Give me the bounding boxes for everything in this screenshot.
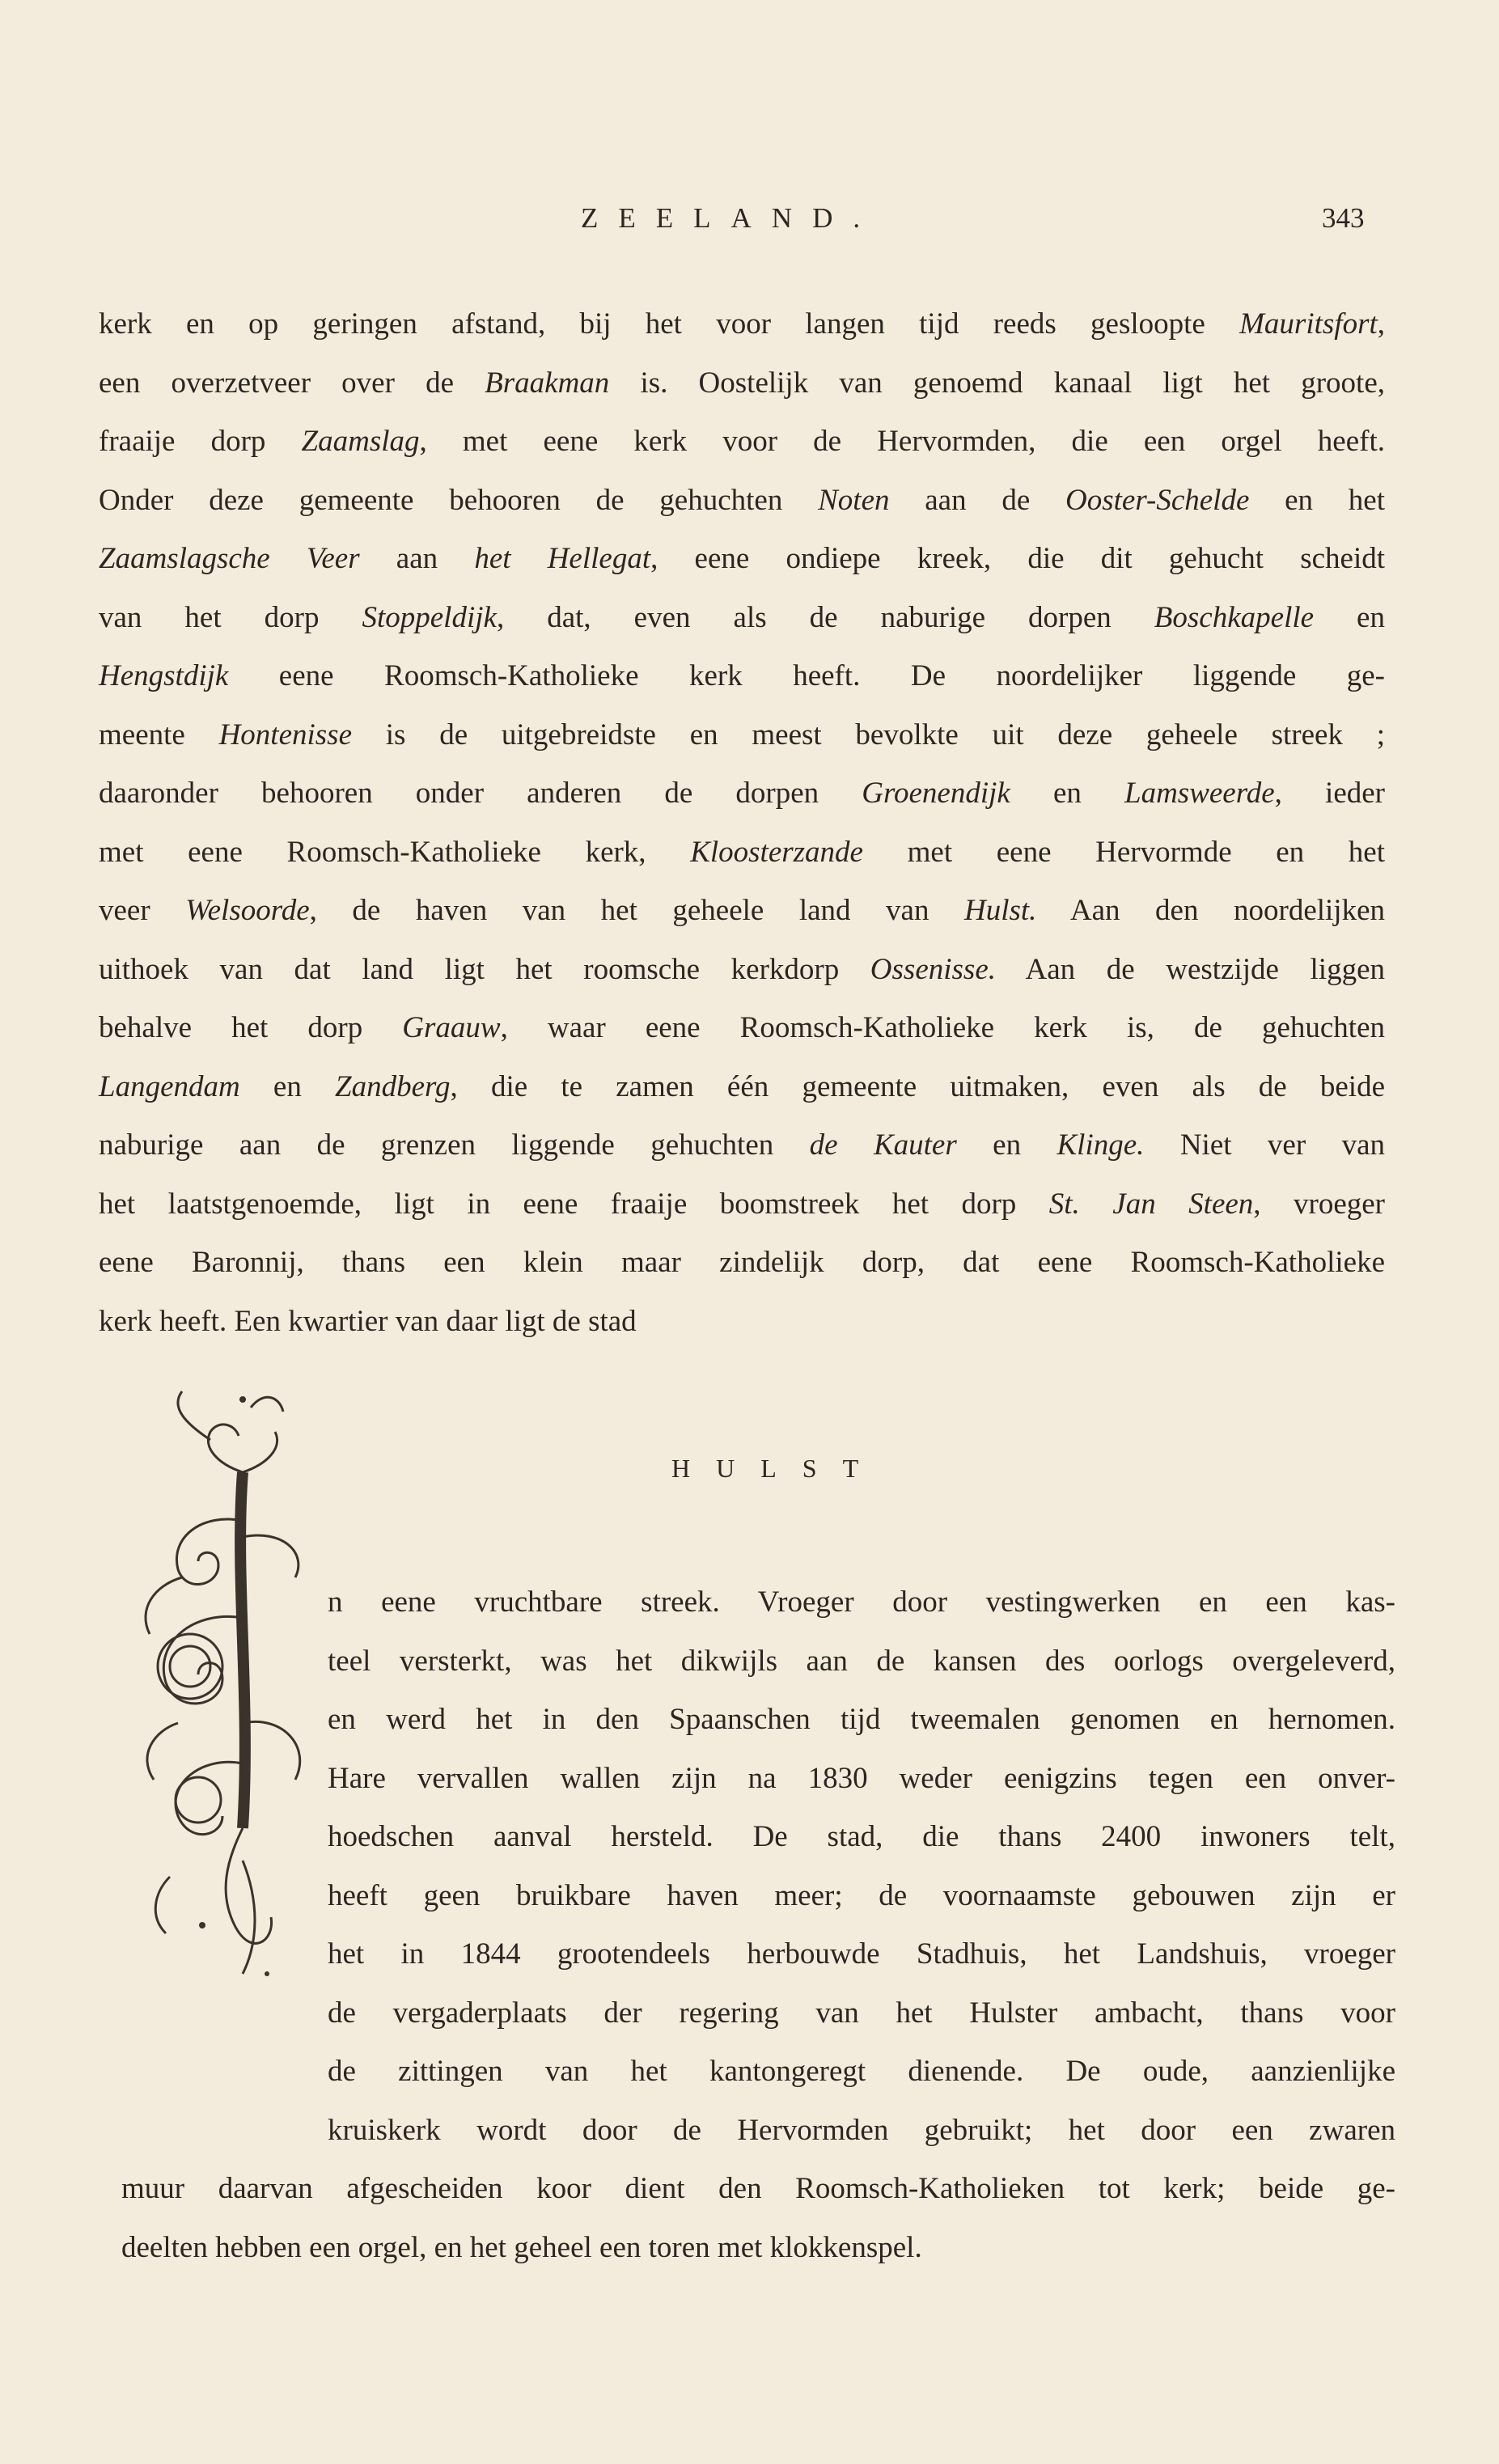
- place-name: Ossenisse.: [870, 952, 996, 986]
- text-line: deelten hebben een orgel, en het geheel een toren met klokkenspel.: [121, 2230, 922, 2264]
- text-line: kruiskerk wordt door de Hervormden gebruikt; het door een zwaren: [328, 2113, 1395, 2147]
- place-name: Mauritsfort: [1239, 307, 1378, 341]
- text-line: en werd het in den Spaanschen tijd tweemalen genomen en hernomen.: [328, 1703, 1395, 1736]
- text-line: behalve het dorp Graauw, waar eene Roomsch-Katholieke kerk is, de gehuchten: [99, 1011, 1385, 1044]
- text-line: eene Baronnij, thans een klein maar zindelijk dorp, dat eene Roomsch-Katholieke: [99, 1246, 1385, 1279]
- place-name: Graauw: [402, 1011, 501, 1044]
- text-line: de zittingen van het kantongeregt dienende. De oude, aanzienlijke: [328, 2055, 1395, 2088]
- decorated-initial: [121, 1375, 320, 2103]
- place-name: Boschkapelle: [1154, 600, 1315, 634]
- section-heading: HULST: [671, 1454, 885, 1483]
- running-title: ZEELAND.: [581, 202, 881, 234]
- text-line: naburige aan de grenzen liggende gehuchten de Kauter en Klinge. Niet ver van: [99, 1128, 1385, 1162]
- text-line: fraaije dorp Zaamslag, met eene kerk voor de Hervormden, die een orgel heeft.: [99, 425, 1385, 458]
- place-name: Ooster-Schelde: [1065, 483, 1250, 517]
- text-line: van het dorp Stoppeldijk, dat, even als de naburige dorpen Boschkapelle en: [99, 600, 1385, 634]
- paragraph-2-full: [121, 2160, 1395, 2277]
- place-name: Braakman: [485, 366, 610, 400]
- text-line: de vergaderplaats der regering van het Hulster ambacht, thans voor: [328, 1996, 1395, 2030]
- text-line: het in 1844 grootendeels herbouwde Stadhuis, het Landshuis, vroeger: [328, 1937, 1395, 1971]
- text-line: Langendam en Zandberg, die te zamen één gemeente uitmaken, even als de beide: [99, 1069, 1385, 1103]
- text-line: het laatstgenoemde, ligt in eene fraaije boomstreek het dorp St. Jan Steen, vroeger: [99, 1187, 1385, 1221]
- place-name: Klinge.: [1056, 1128, 1145, 1162]
- text-line: meente Hontenisse is de uitgebreidste en meest bevolkte uit deze geheele streek ;: [99, 718, 1385, 751]
- text-line: met eene Roomsch-Katholieke kerk, Kloosterzande met eene Hervormde en het: [99, 835, 1385, 869]
- text-line: heeft geen bruikbare haven meer; de voornaamste gebouwen zijn er: [328, 1878, 1395, 1912]
- place-name: Noten: [818, 483, 890, 517]
- place-name: Zaamslag: [301, 425, 420, 458]
- text-line: kerk en op geringen afstand, bij het voor langen tijd reeds gesloopte Mauritsfort,: [99, 307, 1385, 341]
- place-name: Groenendijk: [862, 777, 1010, 810]
- running-head: [0, 202, 1499, 243]
- text-line: hoedschen aanval hersteld. De stad, die thans 2400 inwoners telt,: [328, 1820, 1395, 1853]
- place-name: Hengstdijk: [99, 659, 229, 692]
- place-name: Welsoorde: [185, 894, 310, 927]
- place-name: Lamsweerde: [1124, 777, 1275, 810]
- place-name: Zandberg: [335, 1069, 451, 1103]
- text-line: daaronder behooren onder anderen de dorpen Groenendijk en Lamsweerde, ieder: [99, 777, 1385, 810]
- place-name: Hontenisse: [218, 718, 353, 751]
- text-line: een overzetveer over de Braakman is. Oostelijk van genoemd kanaal ligt het groote,: [99, 366, 1386, 400]
- paragraph-1: [99, 295, 1385, 1351]
- page-number: 343: [1322, 202, 1365, 234]
- text-line: uithoek van dat land ligt het roomsche kerkdorp Ossenisse. Aan de westzijde liggen: [99, 952, 1385, 986]
- text-line: veer Welsoorde, de haven van het geheele land van Hulst. Aan den noordelijken: [99, 894, 1385, 927]
- place-name: St. Jan Steen: [1048, 1187, 1254, 1221]
- text-line: kerk heeft. Een kwartier van daar ligt de stad: [99, 1304, 637, 1338]
- place-name: Hulst.: [964, 894, 1037, 927]
- text-line: muur daarvan afgescheiden koor dient den Roomsch-Katholieken tot kerk; beide ge-: [121, 2172, 1395, 2205]
- text-line: Hengstdijk eene Roomsch-Katholieke kerk heeft. De noordelijker liggende ge-: [99, 659, 1385, 692]
- place-name: de Kauter: [809, 1128, 957, 1162]
- place-name: Langendam: [99, 1069, 240, 1103]
- text-line: Onder deze gemeente behooren de gehuchten Noten aan de Ooster-Schelde en het: [99, 483, 1385, 517]
- text-line: teel versterkt, was het dikwijls aan de kansen des oorlogs overgeleverd,: [328, 1644, 1395, 1678]
- place-name: het Hellegat: [474, 542, 651, 575]
- text-line: Zaamslagsche Veer aan het Hellegat, eene ondiepe kreek, die dit gehucht scheidt: [99, 542, 1386, 575]
- text-line: Hare vervallen wallen zijn na 1830 weder eenigzins tegen een onver-: [328, 1761, 1395, 1795]
- ornamental-initial-i-icon: [121, 1375, 320, 2103]
- place-name: Stoppeldijk: [362, 600, 497, 634]
- paragraph-2-indented: [328, 1573, 1395, 2160]
- text-line: n eene vruchtbare streek. Vroeger door vestingwerken en een kas-: [328, 1586, 1395, 1619]
- place-name: Zaamslagsche Veer: [99, 542, 360, 575]
- place-name: Kloosterzande: [690, 835, 863, 869]
- drop-cap-letter: I: [121, 1375, 122, 1376]
